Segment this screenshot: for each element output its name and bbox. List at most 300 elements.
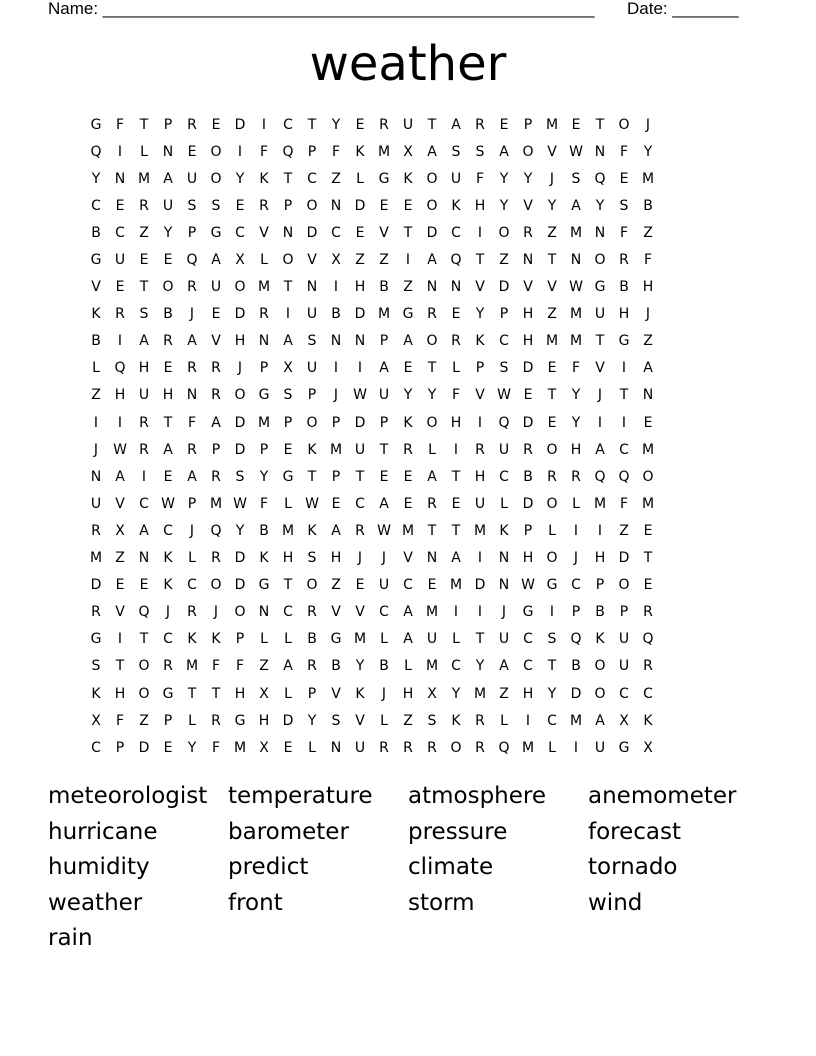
grid-letter: L: [260, 631, 268, 648]
grid-letter: I: [525, 712, 531, 729]
grid-letter: H: [258, 712, 270, 729]
grid-letter: B: [523, 468, 533, 485]
grid-letter: N: [306, 279, 318, 296]
grid-letter: Q: [210, 522, 222, 539]
grid-letter: P: [307, 387, 317, 404]
grid-letter: S: [619, 197, 629, 214]
date-field[interactable]: Date: _______: [627, 0, 739, 18]
grid-letter: B: [259, 522, 269, 539]
grid-letter: U: [354, 739, 366, 756]
grid-letter: D: [474, 577, 486, 594]
grid-letter: U: [210, 279, 222, 296]
grid-letter: U: [162, 197, 174, 214]
grid-letter: L: [572, 495, 580, 512]
grid-letter: T: [547, 658, 557, 675]
grid-letter: T: [283, 279, 293, 296]
grid-letter: R: [403, 441, 413, 458]
grid-letter: G: [90, 252, 102, 269]
grid-letter: C: [547, 712, 557, 729]
grid-letter: H: [138, 360, 150, 377]
grid-letter: S: [331, 712, 341, 729]
grid-letter: J: [573, 550, 579, 567]
grid-letter: R: [523, 224, 533, 241]
grid-letter: A: [115, 468, 125, 485]
grid-letter: Z: [331, 577, 341, 594]
grid-letter: S: [235, 468, 245, 485]
grid-letter: Y: [475, 306, 485, 323]
grid-letter: K: [403, 170, 413, 187]
grid-letter: G: [282, 468, 294, 485]
grid-letter: Y: [91, 170, 101, 187]
grid-letter: B: [307, 631, 317, 648]
grid-letter: T: [139, 631, 149, 648]
grid-letter: P: [331, 468, 341, 485]
grid-letter: D: [354, 414, 366, 431]
grid-letter: V: [115, 604, 125, 621]
grid-letter: T: [619, 387, 629, 404]
grid-letter: M: [401, 522, 415, 539]
grid-letter: V: [355, 712, 365, 729]
grid-letter: R: [547, 468, 557, 485]
grid-row: [84, 165, 742, 192]
grid-letter: X: [115, 522, 125, 539]
grid-letter: L: [500, 495, 508, 512]
grid-letter: F: [259, 495, 269, 512]
grid-letter: R: [163, 333, 173, 350]
grid-letter: W: [113, 441, 127, 458]
grid-row: [84, 328, 742, 355]
grid-letter: W: [233, 495, 247, 512]
grid-letter: O: [306, 414, 318, 431]
grid-letter: P: [283, 197, 293, 214]
grid-letter: M: [569, 224, 583, 241]
grid-letter: S: [187, 197, 197, 214]
grid-letter: M: [569, 306, 583, 323]
grid-letter: Y: [235, 170, 245, 187]
grid-letter: G: [258, 387, 270, 404]
grid-letter: F: [115, 712, 125, 729]
grid-letter: P: [331, 414, 341, 431]
grid-letter: M: [89, 550, 103, 567]
grid-letter: C: [163, 631, 173, 648]
grid-letter: S: [139, 306, 149, 323]
grid-letter: L: [188, 550, 196, 567]
word-list-item: predict: [228, 854, 309, 881]
grid-letter: E: [403, 468, 413, 485]
grid-letter: G: [618, 739, 630, 756]
letter-grid: [84, 111, 742, 761]
grid-letter: R: [187, 441, 197, 458]
word-list-item: humidity: [48, 854, 150, 881]
grid-letter: H: [522, 685, 534, 702]
grid-letter: B: [331, 658, 341, 675]
grid-letter: I: [117, 143, 123, 160]
grid-letter: Y: [427, 387, 437, 404]
grid-letter: Z: [499, 252, 509, 269]
grid-letter: E: [355, 116, 365, 133]
grid-letter: E: [115, 279, 125, 296]
grid-letter: P: [283, 414, 293, 431]
grid-letter: T: [139, 279, 149, 296]
grid-letter: J: [333, 387, 339, 404]
grid-letter: N: [90, 468, 102, 485]
word-list-item: anemometer: [588, 783, 737, 809]
grid-letter: E: [547, 414, 557, 431]
grid-letter: R: [187, 279, 197, 296]
grid-letter: V: [475, 387, 485, 404]
grid-letter: R: [475, 739, 485, 756]
grid-letter: C: [523, 631, 533, 648]
grid-letter: O: [450, 739, 462, 756]
grid-letter: F: [619, 143, 629, 160]
grid-letter: P: [187, 495, 197, 512]
grid-letter: Q: [570, 631, 582, 648]
grid-letter: O: [210, 143, 222, 160]
grid-letter: C: [643, 685, 653, 702]
grid-letter: H: [114, 685, 126, 702]
grid-letter: C: [403, 577, 413, 594]
grid-letter: X: [91, 712, 101, 729]
word-list-item: meteorologist: [48, 783, 208, 809]
grid-letter: M: [569, 712, 583, 729]
grid-letter: G: [378, 170, 390, 187]
grid-letter: K: [355, 143, 365, 160]
grid-letter: P: [259, 360, 269, 377]
grid-letter: R: [139, 441, 149, 458]
grid-letter: Y: [307, 712, 317, 729]
grid-letter: T: [595, 333, 605, 350]
grid-letter: K: [499, 522, 509, 539]
grid-letter: L: [284, 495, 292, 512]
grid-letter: N: [330, 197, 342, 214]
grid-letter: X: [427, 685, 437, 702]
grid-letter: K: [643, 712, 653, 729]
grid-letter: Z: [619, 522, 629, 539]
grid-letter: E: [115, 197, 125, 214]
grid-letter: R: [619, 252, 629, 269]
grid-letter: I: [261, 116, 267, 133]
grid-letter: R: [187, 360, 197, 377]
grid-letter: A: [211, 252, 221, 269]
grid-letter: W: [377, 522, 391, 539]
grid-letter: Y: [187, 739, 197, 756]
grid-letter: E: [643, 522, 653, 539]
grid-letter: N: [570, 252, 582, 269]
grid-letter: N: [426, 550, 438, 567]
grid-letter: F: [211, 739, 221, 756]
grid-letter: A: [427, 468, 437, 485]
grid-letter: U: [90, 495, 102, 512]
grid-letter: L: [140, 143, 148, 160]
grid-letter: D: [570, 685, 582, 702]
grid-letter: X: [403, 143, 413, 160]
grid-row: [84, 734, 742, 761]
grid-letter: T: [115, 658, 125, 675]
grid-letter: I: [549, 604, 555, 621]
grid-letter: E: [355, 224, 365, 241]
grid-letter: C: [499, 333, 509, 350]
grid-letter: Z: [403, 279, 413, 296]
grid-letter: M: [569, 333, 583, 350]
grid-letter: E: [211, 306, 221, 323]
word-list-item: front: [228, 889, 283, 916]
grid-letter: K: [355, 685, 365, 702]
grid-letter: O: [234, 279, 246, 296]
grid-letter: N: [498, 577, 510, 594]
grid-letter: T: [187, 685, 197, 702]
grid-letter: P: [211, 441, 221, 458]
grid-letter: O: [306, 577, 318, 594]
grid-letter: U: [306, 360, 318, 377]
grid-letter: B: [619, 279, 629, 296]
grid-letter: X: [619, 712, 629, 729]
grid-letter: C: [115, 224, 125, 241]
grid-letter: D: [522, 360, 534, 377]
grid-row: [84, 192, 742, 219]
grid-letter: T: [475, 631, 485, 648]
grid-letter: I: [597, 522, 603, 539]
grid-letter: Z: [643, 224, 653, 241]
grid-letter: C: [523, 658, 533, 675]
name-field[interactable]: Name: ____________________________________________________: [48, 0, 595, 18]
word-list: [48, 779, 768, 957]
grid-letter: F: [571, 360, 581, 377]
grid-letter: Z: [547, 306, 557, 323]
grid-letter: R: [163, 658, 173, 675]
grid-letter: Q: [138, 604, 150, 621]
grid-letter: T: [403, 224, 413, 241]
grid-letter: L: [380, 712, 388, 729]
grid-letter: V: [115, 495, 125, 512]
grid-row: [84, 274, 742, 301]
grid-letter: L: [188, 712, 196, 729]
grid-letter: L: [308, 739, 316, 756]
grid-letter: H: [354, 279, 366, 296]
grid-letter: L: [284, 685, 292, 702]
grid-letter: J: [381, 685, 387, 702]
grid-letter: C: [307, 170, 317, 187]
grid-letter: G: [594, 279, 606, 296]
grid-letter: C: [451, 224, 461, 241]
grid-letter: K: [403, 414, 413, 431]
grid-letter: M: [137, 170, 151, 187]
grid-letter: P: [307, 143, 317, 160]
grid-letter: R: [91, 604, 101, 621]
grid-letter: C: [91, 739, 101, 756]
grid-letter: C: [139, 495, 149, 512]
grid-letter: O: [618, 577, 630, 594]
grid-letter: N: [258, 333, 270, 350]
grid-row: [84, 436, 742, 463]
grid-letter: T: [211, 685, 221, 702]
grid-letter: P: [163, 712, 173, 729]
grid-row: [84, 138, 742, 165]
grid-letter: S: [307, 550, 317, 567]
grid-letter: A: [283, 658, 293, 675]
grid-letter: D: [282, 712, 294, 729]
grid-letter: R: [187, 116, 197, 133]
grid-letter: T: [595, 116, 605, 133]
grid-letter: Q: [594, 170, 606, 187]
grid-letter: N: [186, 387, 198, 404]
grid-letter: C: [187, 577, 197, 594]
grid-letter: I: [573, 739, 579, 756]
grid-letter: Z: [139, 712, 149, 729]
grid-letter: N: [138, 550, 150, 567]
grid-letter: J: [237, 360, 243, 377]
grid-letter: X: [235, 252, 245, 269]
grid-letter: P: [523, 522, 533, 539]
grid-letter: R: [427, 739, 437, 756]
grid-letter: D: [234, 441, 246, 458]
grid-letter: M: [329, 441, 343, 458]
grid-letter: D: [354, 306, 366, 323]
grid-letter: Y: [547, 685, 557, 702]
grid-letter: Z: [379, 252, 389, 269]
grid-letter: U: [594, 739, 606, 756]
grid-letter: M: [425, 658, 439, 675]
grid-letter: A: [595, 712, 605, 729]
grid-letter: U: [498, 631, 510, 648]
grid-letter: Q: [282, 143, 294, 160]
grid-letter: R: [451, 333, 461, 350]
grid-letter: P: [571, 604, 581, 621]
grid-letter: V: [475, 279, 485, 296]
grid-letter: B: [595, 604, 605, 621]
grid-letter: K: [307, 441, 317, 458]
grid-letter: E: [283, 739, 293, 756]
grid-letter: O: [522, 143, 534, 160]
grid-letter: R: [307, 604, 317, 621]
grid-letter: O: [282, 252, 294, 269]
grid-letter: G: [162, 685, 174, 702]
grid-letter: A: [379, 495, 389, 512]
grid-letter: G: [618, 333, 630, 350]
grid-letter: X: [259, 685, 269, 702]
grid-letter: U: [378, 387, 390, 404]
grid-letter: C: [499, 468, 509, 485]
grid-letter: D: [522, 414, 534, 431]
grid-letter: S: [547, 631, 557, 648]
grid-letter: N: [522, 252, 534, 269]
grid-letter: I: [477, 550, 483, 567]
grid-letter: U: [450, 170, 462, 187]
grid-letter: T: [451, 468, 461, 485]
grid-letter: B: [163, 306, 173, 323]
grid-letter: S: [283, 387, 293, 404]
grid-letter: J: [165, 604, 171, 621]
grid-letter: J: [645, 116, 651, 133]
grid-letter: R: [475, 712, 485, 729]
grid-letter: D: [138, 739, 150, 756]
grid-letter: F: [619, 495, 629, 512]
grid-letter: A: [499, 143, 509, 160]
grid-letter: E: [451, 306, 461, 323]
grid-letter: O: [594, 658, 606, 675]
grid-row: [84, 111, 742, 138]
grid-letter: D: [306, 224, 318, 241]
grid-letter: Q: [642, 631, 654, 648]
grid-letter: G: [522, 604, 534, 621]
grid-letter: S: [307, 333, 317, 350]
grid-letter: Y: [595, 197, 605, 214]
grid-letter: N: [450, 279, 462, 296]
grid-letter: D: [234, 577, 246, 594]
grid-letter: R: [115, 306, 125, 323]
grid-letter: M: [425, 604, 439, 621]
grid-letter: L: [452, 631, 460, 648]
word-list-item: atmosphere: [408, 783, 546, 809]
grid-letter: A: [403, 604, 413, 621]
grid-letter: Q: [114, 360, 126, 377]
word-list-item: forecast: [588, 818, 682, 845]
grid-letter: Y: [355, 658, 365, 675]
grid-letter: I: [285, 306, 291, 323]
grid-letter: M: [641, 170, 655, 187]
grid-letter: C: [619, 441, 629, 458]
grid-letter: R: [427, 495, 437, 512]
grid-letter: D: [90, 577, 102, 594]
grid-letter: J: [357, 550, 363, 567]
grid-letter: Q: [498, 414, 510, 431]
grid-letter: O: [426, 197, 438, 214]
grid-letter: N: [354, 333, 366, 350]
grid-letter: R: [211, 360, 221, 377]
grid-letter: V: [547, 143, 557, 160]
grid-letter: A: [499, 658, 509, 675]
grid-letter: E: [115, 577, 125, 594]
grid-letter: C: [283, 116, 293, 133]
grid-letter: Z: [547, 224, 557, 241]
grid-letter: V: [211, 333, 221, 350]
grid-letter: N: [498, 550, 510, 567]
grid-row: [84, 246, 742, 273]
grid-letter: J: [381, 550, 387, 567]
grid-letter: F: [211, 658, 221, 675]
grid-letter: P: [523, 116, 533, 133]
grid-letter: I: [117, 414, 123, 431]
grid-letter: A: [451, 116, 461, 133]
grid-letter: Y: [523, 170, 533, 187]
grid-letter: Y: [163, 224, 173, 241]
grid-letter: Y: [235, 522, 245, 539]
grid-letter: F: [475, 170, 485, 187]
grid-letter: T: [427, 360, 437, 377]
grid-letter: Z: [115, 550, 125, 567]
grid-letter: D: [354, 197, 366, 214]
grid-letter: X: [283, 360, 293, 377]
grid-letter: U: [498, 441, 510, 458]
grid-letter: K: [91, 685, 101, 702]
grid-letter: E: [379, 197, 389, 214]
grid-letter: J: [549, 170, 555, 187]
grid-letter: E: [163, 468, 173, 485]
grid-letter: T: [139, 116, 149, 133]
grid-letter: U: [378, 577, 390, 594]
grid-letter: P: [235, 631, 245, 648]
grid-letter: O: [546, 441, 558, 458]
grid-letter: F: [259, 143, 269, 160]
header-line: [48, 0, 739, 18]
grid-letter: H: [618, 306, 630, 323]
grid-letter: Z: [643, 333, 653, 350]
grid-letter: C: [331, 224, 341, 241]
grid-letter: I: [93, 414, 99, 431]
grid-letter: F: [619, 224, 629, 241]
grid-letter: M: [377, 306, 391, 323]
grid-letter: I: [477, 414, 483, 431]
grid-letter: E: [379, 468, 389, 485]
